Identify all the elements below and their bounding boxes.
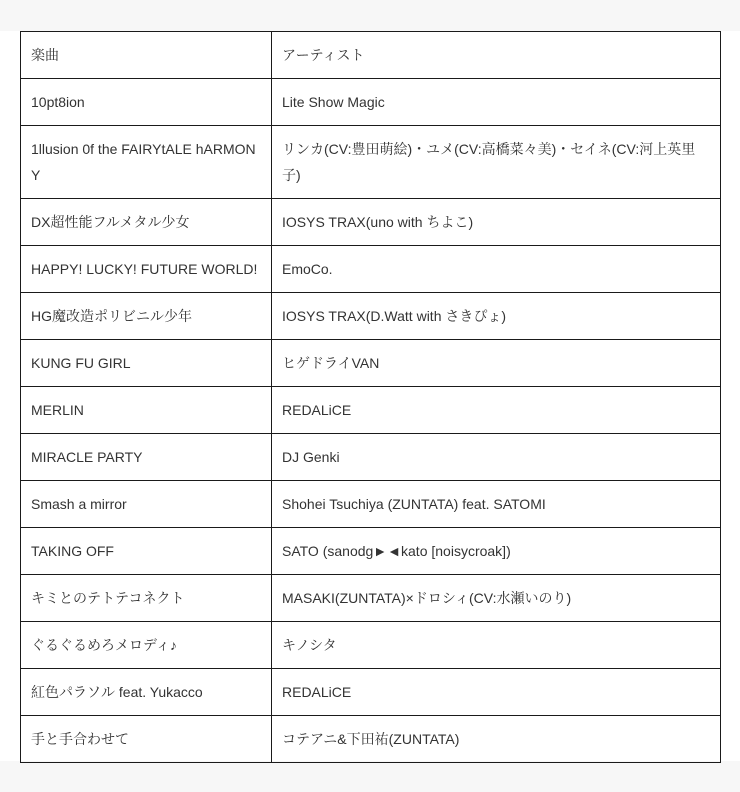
table-row <box>21 575 721 622</box>
table-row <box>21 246 721 293</box>
song-cell: 手と手合わせて <box>21 716 272 763</box>
artist-cell: IOSYS TRAX(D.Watt with さきぴょ) <box>272 293 721 340</box>
artist-cell: Shohei Tsuchiya (ZUNTATA) feat. SATOMI <box>272 481 721 528</box>
artist-cell: リンカ(CV:豊田萌絵)・ユメ(CV:高橋菜々美)・セイネ(CV:河上英里子) <box>272 126 721 199</box>
table-row <box>21 126 721 199</box>
song-cell: MIRACLE PARTY <box>21 434 272 481</box>
song-cell: 紅色パラソル feat. Yukacco <box>21 669 272 716</box>
song-cell: TAKING OFF <box>21 528 272 575</box>
table-row <box>21 528 721 575</box>
table-row <box>21 716 721 763</box>
table-header-row <box>21 32 721 79</box>
song-cell: HG魔改造ポリビニル少年 <box>21 293 272 340</box>
table-row <box>21 199 721 246</box>
song-cell: DX超性能フルメタル少女 <box>21 199 272 246</box>
song-cell: MERLIN <box>21 387 272 434</box>
song-cell: 10pt8ion <box>21 79 272 126</box>
table-row <box>21 622 721 669</box>
song-cell: ぐるぐるめろメロディ♪ <box>21 622 272 669</box>
song-cell: HAPPY! LUCKY! FUTURE WORLD! <box>21 246 272 293</box>
artist-cell: IOSYS TRAX(uno with ちよこ) <box>272 199 721 246</box>
table-row <box>21 340 721 387</box>
artist-cell: SATO (sanodg►◄kato [noisycroak]) <box>272 528 721 575</box>
artist-cell: EmoCo. <box>272 246 721 293</box>
song-table <box>20 31 721 763</box>
song-cell: KUNG FU GIRL <box>21 340 272 387</box>
header-artist: アーティスト <box>272 32 721 79</box>
table-row <box>21 387 721 434</box>
header-song: 楽曲 <box>21 32 272 79</box>
artist-cell: DJ Genki <box>272 434 721 481</box>
artist-cell: REDALiCE <box>272 387 721 434</box>
artist-cell: Lite Show Magic <box>272 79 721 126</box>
table-row <box>21 79 721 126</box>
song-cell: キミとのテトテコネクト <box>21 575 272 622</box>
artist-cell: ヒゲドライVAN <box>272 340 721 387</box>
artist-cell: コテアニ&下田祐(ZUNTATA) <box>272 716 721 763</box>
page-content <box>0 31 740 761</box>
table-row <box>21 669 721 716</box>
artist-cell: キノシタ <box>272 622 721 669</box>
table-row <box>21 434 721 481</box>
artist-cell: REDALiCE <box>272 669 721 716</box>
artist-cell: MASAKI(ZUNTATA)×ドロシィ(CV:水瀬いのり) <box>272 575 721 622</box>
song-cell: Smash a mirror <box>21 481 272 528</box>
table-row <box>21 293 721 340</box>
song-cell: 1llusion 0f the FAIRYtALE hARMONY <box>21 126 272 199</box>
table-row <box>21 481 721 528</box>
